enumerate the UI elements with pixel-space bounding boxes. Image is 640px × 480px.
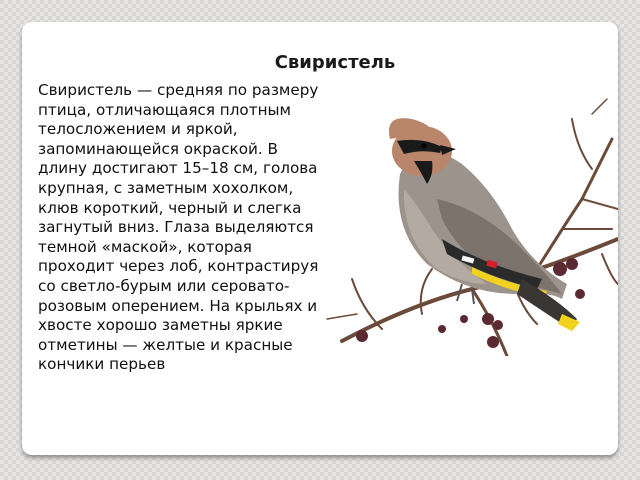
slide-card: [22, 22, 618, 455]
waxwing-illustration: [322, 79, 618, 356]
description-text: Свиристель — средняя по размеру птица, отличающаяся плотным телосложением и яркой, запоминающейся окраской. В длину достигают 15–18 см, голова крупная, с заметным хохолком, клюв короткий, черный и слегка загнутый вниз. Глаза выделяются темной «маской», которая проходит через лоб, контрастируя со светло-бурым или серовато-розовым оперением. На крыльях и хвосте хорошо заметны яркие отметины — желтые и красные кончики перьев: [38, 81, 319, 374]
slide-title: Свиристель: [274, 52, 396, 73]
waxwing-photo: [322, 79, 618, 356]
